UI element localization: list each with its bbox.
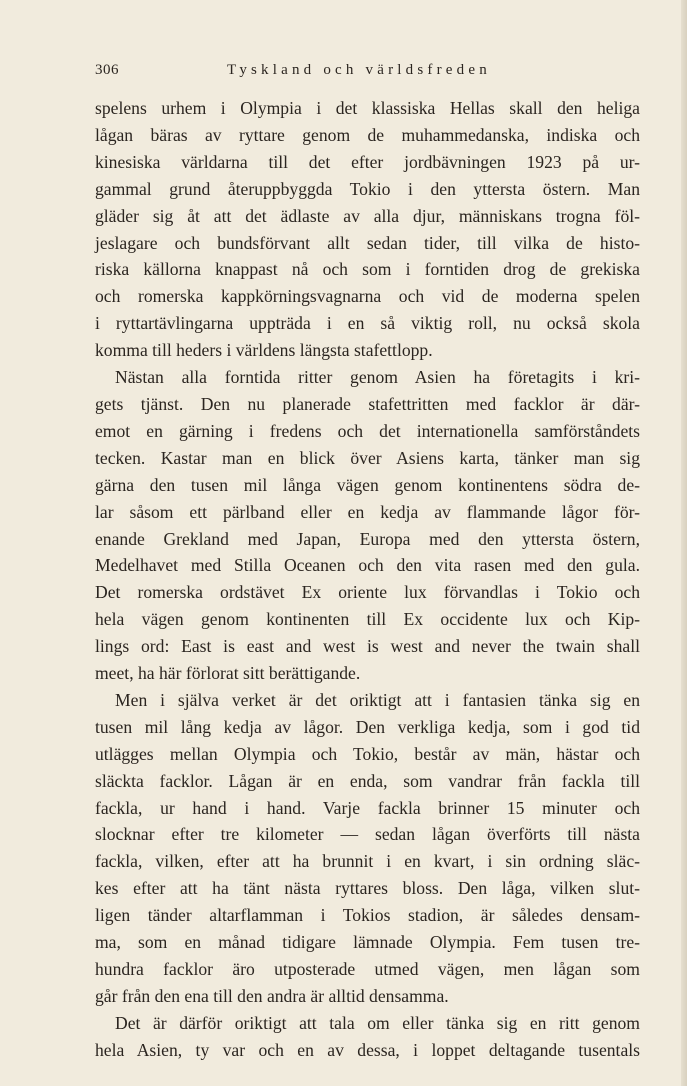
text-line: i ryttartävlingarna uppträda i en så viktig roll, nu också skola [95,313,640,334]
paragraph-3 [95,687,640,1010]
text-line: enande Grekland med Japan, Europa med den yttersta östern, [95,528,640,549]
text-line: slocknar efter tre kilometer — sedan lågan överförts till nästa [95,824,640,845]
text-line: hela vägen genom kontinenten till Ex occidente lux och Kip- [95,609,640,630]
text-line: riska källorna knappast nå och som i forntiden drog de grekiska [95,259,640,280]
text-line: utlägges mellan Olympia och Tokio, består av män, hästar och [95,743,640,764]
text-line: går från den ena till den andra är alltid densamma. [95,985,449,1006]
paragraph-4 [95,1010,640,1064]
text-line: kinesiska världarna till det efter jordbävningen 1923 på ur- [95,151,640,172]
page-number: 306 [95,62,119,78]
text-line: fackla, ur hand i hand. Varje fackla brinner 15 minuter och [95,797,640,818]
page-edge [681,0,687,1086]
text-line: gärna den tusen mil långa vägen genom kontinentens södra de- [95,474,640,495]
text-line: lågan bäras av ryttare genom de muhammedanska, indiska och [95,124,640,145]
text-line: tusen mil lång kedja av lågor. Den verkliga kedja, som i god tid [95,716,640,737]
text-line: lings ord: East is east and west is west and never the twain shall [95,636,640,657]
text-line: fackla, vilken, efter att ha brunnit i en kvart, i sin ordning släc- [95,851,640,872]
text-line: gammal grund återuppbyggda Tokio i den yttersta östern. Man [95,178,640,199]
text-line: Nästan alla forntida ritter genom Asien ha företagits i kri- [115,367,640,388]
text-line: kes efter att ha tänt nästa ryttares bloss. Den låga, vilken slut- [95,878,640,899]
text-line: släckta facklor. Lågan är en enda, som vandrar från fackla till [95,770,640,791]
text-line: hundra facklor äro utposterade utmed vägen, men lågan som [95,959,640,979]
body-text [95,95,640,1064]
running-title: Tyskland och världsfreden [227,62,491,78]
text-line: gläder sig åt att det ädlaste av alla djur, människans trogna föl- [95,205,640,226]
text-line: Det romerska ordstävet Ex oriente lux förvandlas i Tokio och [95,582,640,603]
text-line: jeslagare och bundsförvant allt sedan tider, till vilka de histo- [95,232,640,253]
text-line: komma till heders i världens längsta stafettlopp. [95,340,433,361]
paragraph-2 [95,364,640,687]
text-line: gets tjänst. Den nu planerade stafettritten med facklor är där- [95,393,640,414]
text-line: lar såsom ett pärlband eller en kedja av flammande lågor för- [95,501,640,522]
paragraph-1 [95,95,640,364]
page-header [95,62,640,86]
text-line: hela Asien, ty var och en av dessa, i loppet deltagande tusentals [95,1039,640,1060]
text-line: och romerska kappkörningsvagnarna och vid de moderna spelen [95,286,640,307]
text-line: meet, ha här förlorat sitt berättigande. [95,663,361,684]
text-line: ma, som en månad tidigare lämnade Olympia. Fem tusen tre- [95,932,640,953]
text-line: ligen tänder altarflamman i Tokios stadion, är således densam- [95,905,640,926]
text-line: Det är därför oriktigt att tala om eller tänka sig en ritt genom [115,1012,640,1033]
text-line: Medelhavet med Stilla Oceanen och den vita rasen med den gula. [95,555,640,576]
text-line: spelens urhem i Olympia i det klassiska Hellas skall den heliga [95,98,640,118]
text-line: tecken. Kastar man en blick över Asiens karta, tänker man sig [95,447,640,468]
text-line: emot en gärning i fredens och det internationella samförståndets [95,420,640,441]
text-line: Men i själva verket är det oriktigt att i fantasien tänka sig en [115,689,640,710]
